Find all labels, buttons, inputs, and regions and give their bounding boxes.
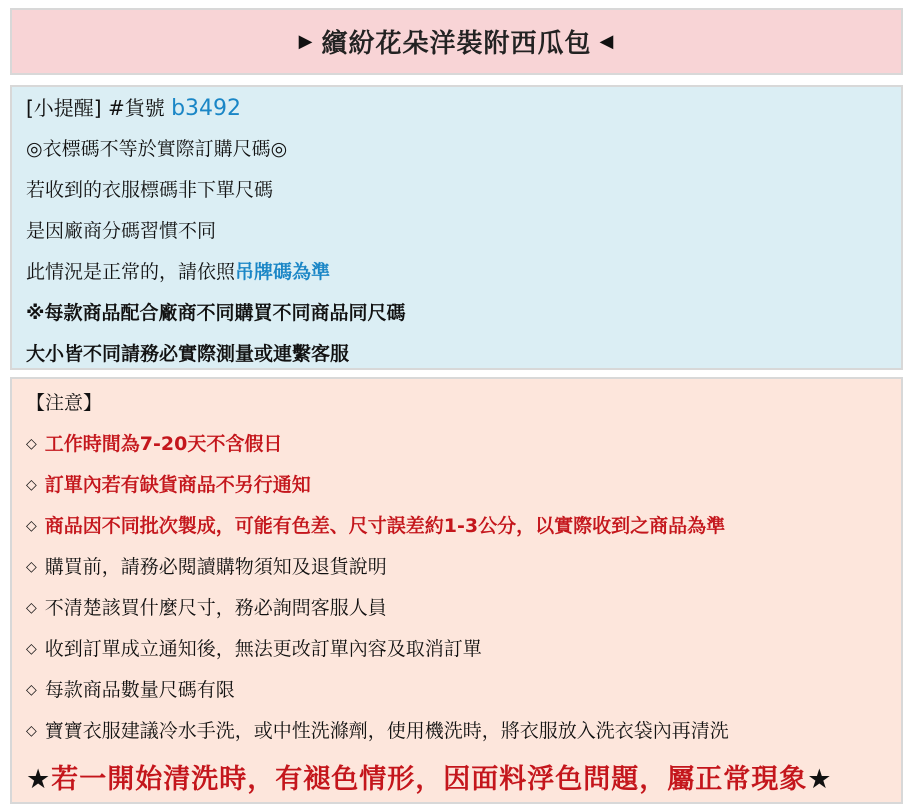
reminder-tag-size-prefix: 此情況是正常的，請依照 <box>26 261 236 283</box>
notice-item <box>26 469 887 510</box>
notice-item <box>26 510 887 551</box>
notice-item-text: 收到訂單成立通知後，無法更改訂單內容及取消訂單 <box>44 638 482 660</box>
notice-item <box>26 633 887 674</box>
diamond-bullet-icon: ◇ <box>26 723 37 739</box>
reminder-panel <box>10 85 903 370</box>
notice-item-text: 工作時間為7-20天不含假日 <box>44 433 283 455</box>
reminder-warning-line: 大小皆不同請務必實際測量或連繫客服 <box>26 343 350 365</box>
notice-item <box>26 674 887 715</box>
notice-item <box>26 715 887 756</box>
item-code: b3492 <box>171 96 242 121</box>
product-title-banner <box>10 8 903 75</box>
notice-item-text: 商品因不同批次製成，可能有色差、尺寸誤差約1-3公分，以實際收到之商品為準 <box>44 515 726 537</box>
reminder-tag-size-line <box>26 256 887 297</box>
reminder-header <box>26 92 887 133</box>
product-title: 繽紛花朵洋裝附西瓜包 <box>321 29 592 59</box>
star-icon: ★ <box>26 764 52 795</box>
reminder-label: [小提醒] #貨號 <box>26 96 172 120</box>
reminder-warning-line: ※每款商品配合廠商不同購買不同商品同尺碼 <box>26 302 406 324</box>
diamond-bullet-icon: ◇ <box>26 477 37 493</box>
notice-item-text: 寶寶衣服建議冷水手洗，或中性洗滌劑，使用機洗時，將衣服放入洗衣袋內再清洗 <box>44 720 729 742</box>
notice-item-text: 購買前，請務必閱讀購物須知及退貨說明 <box>44 556 387 578</box>
notice-item-text: 不清楚該買什麼尺寸，務必詢問客服人員 <box>44 597 387 619</box>
diamond-bullet-icon: ◇ <box>26 682 37 698</box>
reminder-tag-size-highlight: 吊牌碼為準 <box>235 261 331 283</box>
reminder-line: ◎衣標碼不等於實際訂購尺碼◎ <box>26 138 288 160</box>
reminder-line: 是因廠商分碼習慣不同 <box>26 220 217 242</box>
reminder-line: 若收到的衣服標碼非下單尺碼 <box>26 179 274 201</box>
washing-warning-text: 若一開始清洗時，有褪色情形，因面料浮色問題，屬正常現象 <box>51 764 808 795</box>
washing-warning <box>26 760 887 800</box>
left-triangle-icon: ◀ <box>599 31 615 52</box>
diamond-bullet-icon: ◇ <box>26 600 37 616</box>
notice-item <box>26 551 887 592</box>
diamond-bullet-icon: ◇ <box>26 641 37 657</box>
notice-item <box>26 428 887 469</box>
notice-item-text: 每款商品數量尺碼有限 <box>44 679 235 701</box>
diamond-bullet-icon: ◇ <box>26 559 37 575</box>
notice-item-text: 訂單內若有缺貨商品不另行通知 <box>44 474 311 496</box>
diamond-bullet-icon: ◇ <box>26 436 37 452</box>
right-triangle-icon: ▶ <box>298 31 314 52</box>
diamond-bullet-icon: ◇ <box>26 518 37 534</box>
notice-item <box>26 592 887 633</box>
notice-panel <box>10 377 903 804</box>
star-icon: ★ <box>807 764 833 795</box>
notice-heading: 【注意】 <box>26 392 103 414</box>
